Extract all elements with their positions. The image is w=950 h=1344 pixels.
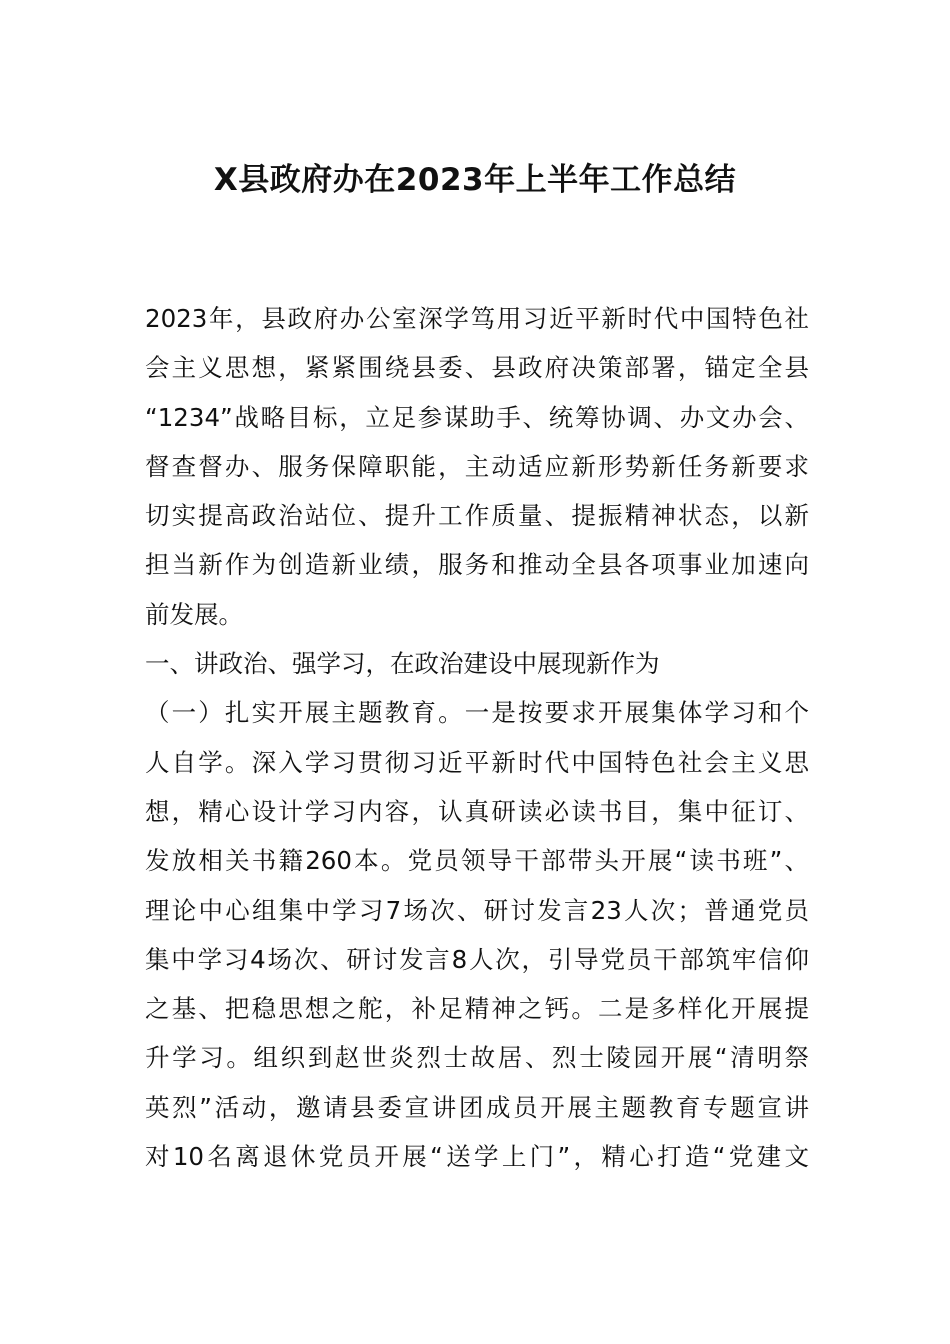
body-line: 对10名离退休党员开展“送学上门”，精心打造“党建文 <box>145 1142 809 1172</box>
body-line: 升学习。组织到赵世炎烈士故居、烈士陵园开展“清明祭 <box>145 1043 809 1073</box>
body-line: 担当新作为创造新业绩，服务和推动全县各项事业加速向 <box>145 550 809 580</box>
document-body <box>145 294 809 1181</box>
body-line: 2023年，县政府办公室深学笃用习近平新时代中国特色社 <box>145 304 809 333</box>
body-line: 理论中心组集中学习7场次、研讨发言23人次；普通党员 <box>145 895 809 925</box>
document-title: X县政府办在2023年上半年工作总结 <box>213 162 737 198</box>
body-line: 人自学。深入学习贯彻习近平新时代中国特色社会主义思 <box>145 747 809 777</box>
body-line: “1234”战略目标，立足参谋助手、统筹协调、办文办会、 <box>145 402 809 432</box>
body-line: 发放相关书籍260本。党员领导干部带头开展“读书班”、 <box>145 846 809 876</box>
body-line: 集中学习4场次、研讨发言8人次，引导党员干部筑牢信仰 <box>145 944 809 974</box>
body-line: （一）扎实开展主题教育。一是按要求开展集体学习和个 <box>145 698 809 728</box>
body-line: 督查督办、服务保障职能，主动适应新形势新任务新要求 <box>145 451 809 481</box>
body-line: 英烈”活动，邀请县委宣讲团成员开展主题教育专题宣讲 <box>145 1092 809 1122</box>
body-line: 前发展。 <box>145 599 243 629</box>
section-heading: 一、讲政治、强学习，在政治建设中展现新作为 <box>145 649 660 679</box>
body-line: 会主义思想，紧紧围绕县委、县政府决策部署，锚定全县 <box>145 353 809 383</box>
body-line: 之基、把稳思想之舵，补足精神之钙。二是多样化开展提 <box>145 994 809 1024</box>
body-line: 切实提高政治站位、提升工作质量、提振精神状态，以新 <box>145 501 809 531</box>
body-line: 想，精心设计学习内容，认真研读必读书目，集中征订、 <box>145 796 809 826</box>
